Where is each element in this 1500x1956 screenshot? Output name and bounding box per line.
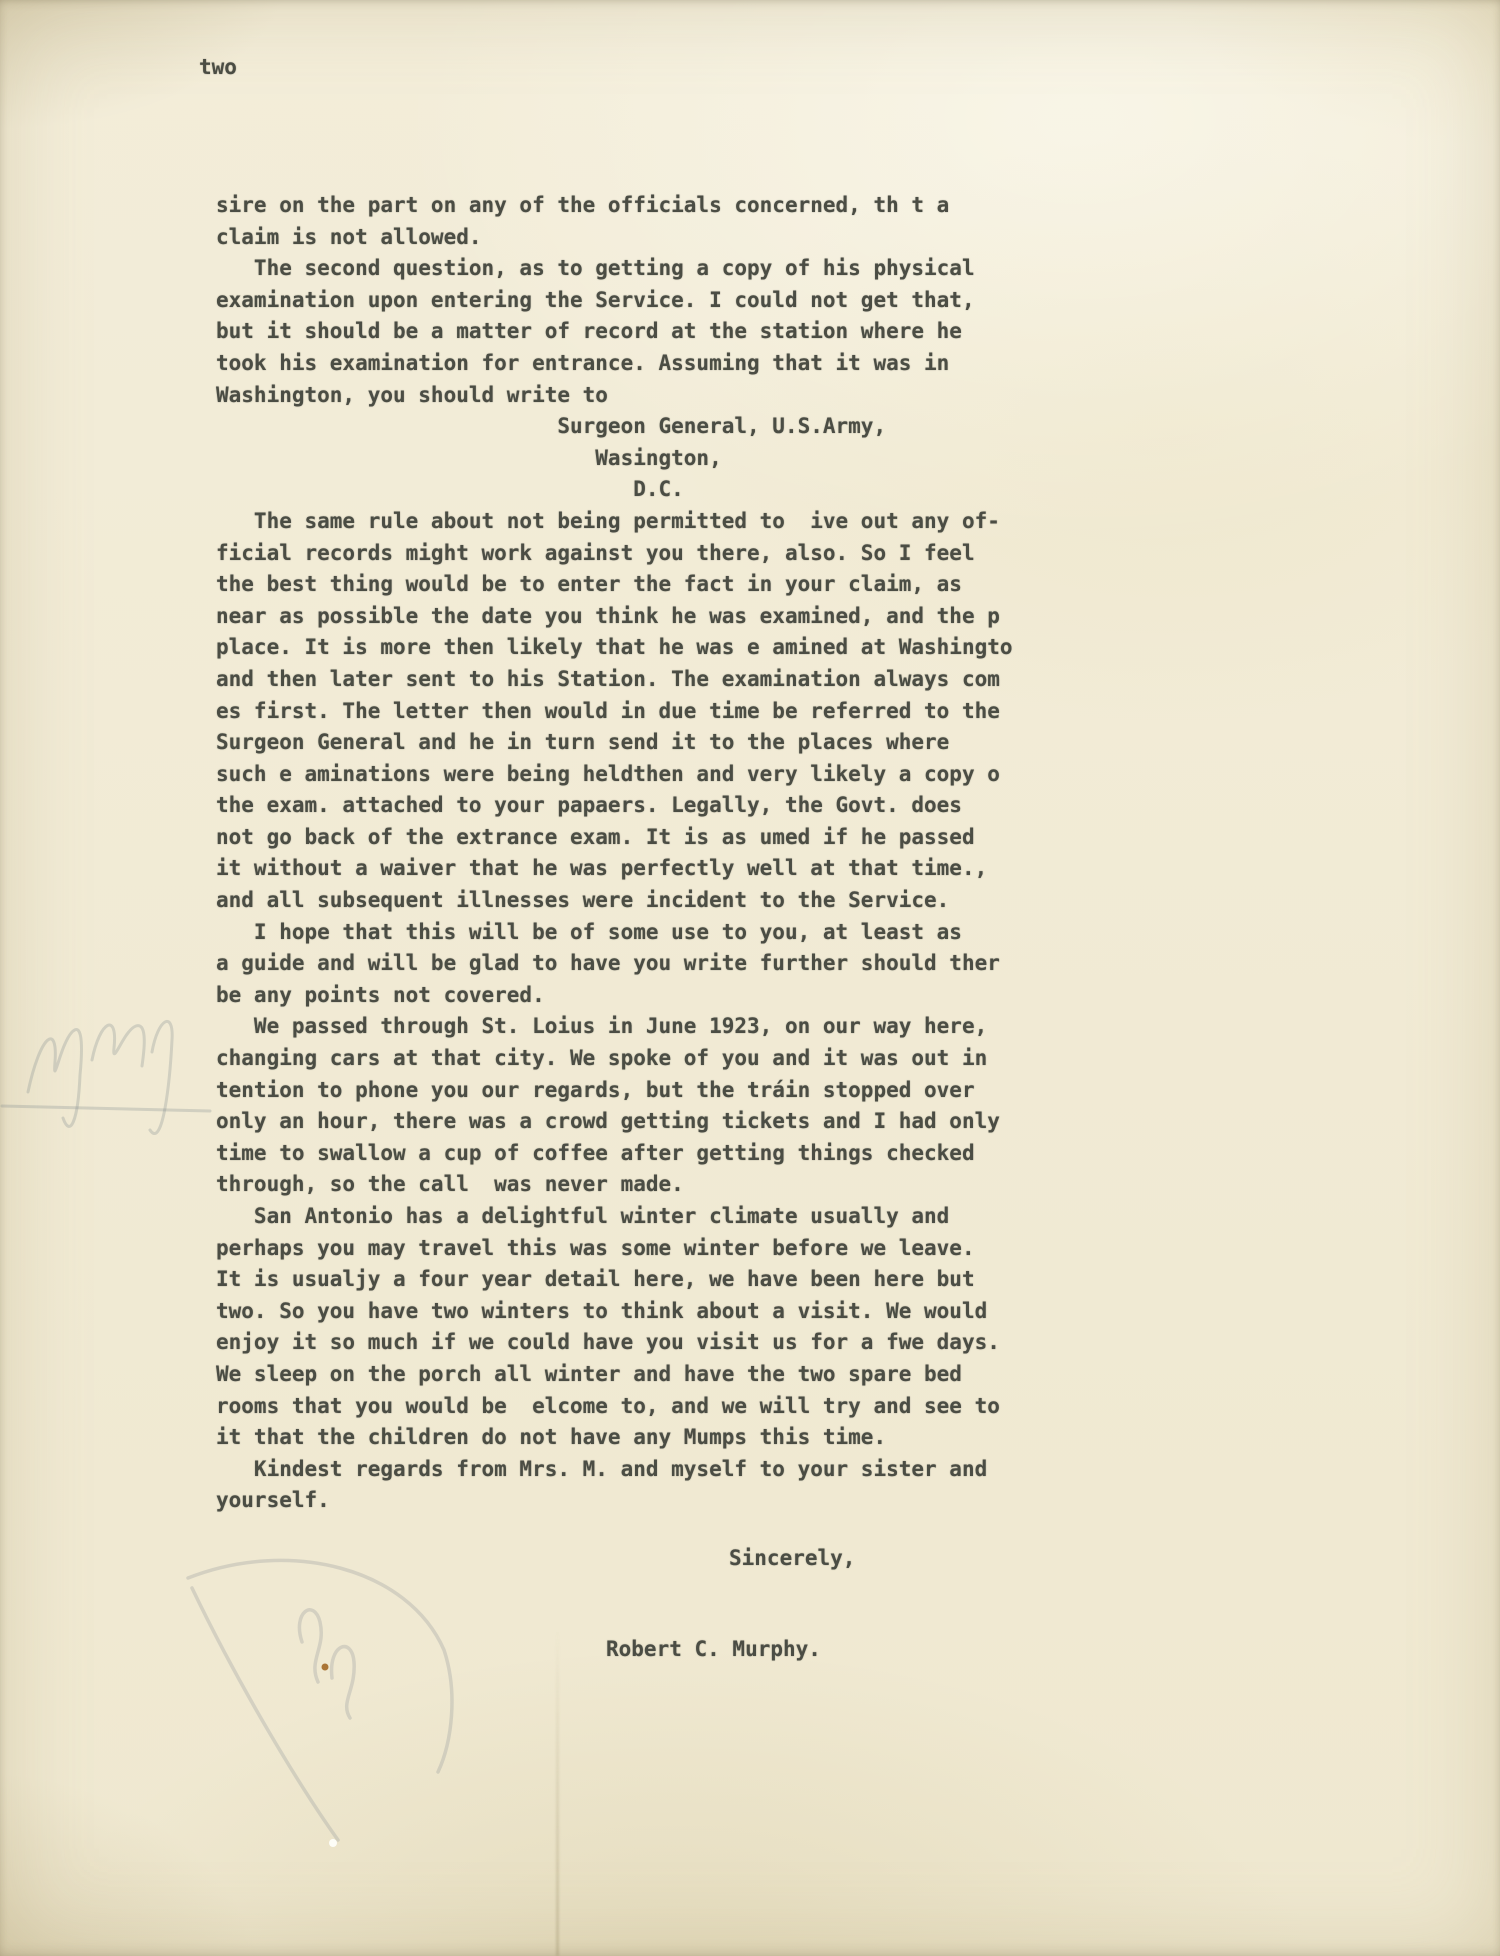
body-line: only an hour, there was a crowd getting tickets and I had only [216, 1109, 1000, 1134]
letter-body [216, 190, 1013, 1517]
body-line: time to swallow a cup of coffee after getting things checked [216, 1140, 975, 1165]
paper-crease [556, 1630, 559, 1956]
body-line: Kindest regards from Mrs. M. and myself to your sister and [216, 1456, 988, 1481]
body-line: through, so the call was never made. [216, 1172, 684, 1197]
body-line: be any points not covered. [216, 982, 545, 1007]
margin-scribble-mark [28, 1021, 172, 1133]
body-line: place. It is more then likely that he was e amined at Washingto [216, 635, 1013, 660]
body-line: yourself. [216, 1488, 330, 1513]
body-line: The second question, as to getting a copy of his physical [216, 256, 975, 281]
signature: Robert C. Murphy. [606, 1637, 821, 1661]
body-line: claim is not allowed. [216, 224, 482, 249]
body-line: and all subsequent illnesses were incident to the Service. [216, 888, 950, 913]
body-line: tention to phone you our regards, but the tráin stopped over [216, 1077, 975, 1102]
ink-speck [322, 1664, 329, 1671]
body-line: a guide and will be glad to have you write further should ther [216, 951, 1000, 976]
body-line: It is usualjy a four year detail here, we have been here but [216, 1267, 975, 1292]
body-line: rooms that you would be elcome to, and we will try and see to [216, 1393, 1000, 1418]
body-line: took his examination for entrance. Assuming that it was in [216, 350, 950, 375]
body-line: the exam. attached to your papaers. Legally, the Govt. does [216, 793, 962, 818]
body-line: D.C. [216, 477, 684, 502]
body-line: but it should be a matter of record at the station where he [216, 319, 962, 344]
body-line: the best thing would be to enter the fact in your claim, as [216, 572, 962, 597]
body-line: perhaps you may travel this was some winter before we leave. [216, 1235, 975, 1260]
body-line: sire on the part on any of the officials concerned, th t a [216, 193, 950, 217]
bottom-scribble-mark [299, 1610, 354, 1718]
bottom-scribble-mark [192, 1588, 338, 1840]
body-line: not go back of the extrance exam. It is as umed if he passed [216, 824, 975, 849]
body-line: changing cars at that city. We spoke of you and it was out in [216, 1046, 988, 1071]
page-number: two [199, 55, 237, 79]
body-line: it without a waiver that he was perfectly well at that time., [216, 856, 988, 881]
body-line: such e aminations were being heldthen and very likely a copy o [216, 761, 1000, 786]
body-line: two. So you have two winters to think about a visit. We would [216, 1298, 988, 1323]
bottom-scribble-mark [188, 1560, 452, 1772]
body-line: enjoy it so much if we could have you visit us for a fwe days. [216, 1330, 1000, 1355]
body-line: Surgeon General, U.S.Army, [216, 414, 887, 439]
margin-line-mark [2, 1106, 210, 1111]
body-line: examination upon entering the Service. I could not get that, [216, 287, 975, 312]
body-line: I hope that this will be of some use to you, at least as [216, 919, 962, 944]
body-line: es first. The letter then would in due time be referred to the [216, 698, 1000, 723]
body-line: We passed through St. Loius in June 1923, on our way here, [216, 1014, 988, 1039]
body-line: San Antonio has a delightful winter climate usually and [216, 1204, 950, 1228]
paper-chip-speck [329, 1839, 337, 1847]
body-line: Wasington, [216, 445, 722, 470]
closing: Sincerely, [729, 1546, 856, 1570]
body-line: We sleep on the porch all winter and have the two spare bed [216, 1361, 962, 1386]
body-line: it that the children do not have any Mumps this time. [216, 1425, 887, 1450]
body-line: ficial records might work against you there, also. So I feel [216, 540, 975, 565]
body-line: near as possible the date you think he was examined, and the p [216, 603, 1000, 628]
body-line: The same rule about not being permitted to ive out any of- [216, 508, 1000, 533]
body-line: Surgeon General and he in turn send it to the places where [216, 730, 950, 755]
body-line: Washington, you should write to [216, 382, 608, 407]
body-line: and then later sent to his Station. The examination always com [216, 666, 1000, 691]
